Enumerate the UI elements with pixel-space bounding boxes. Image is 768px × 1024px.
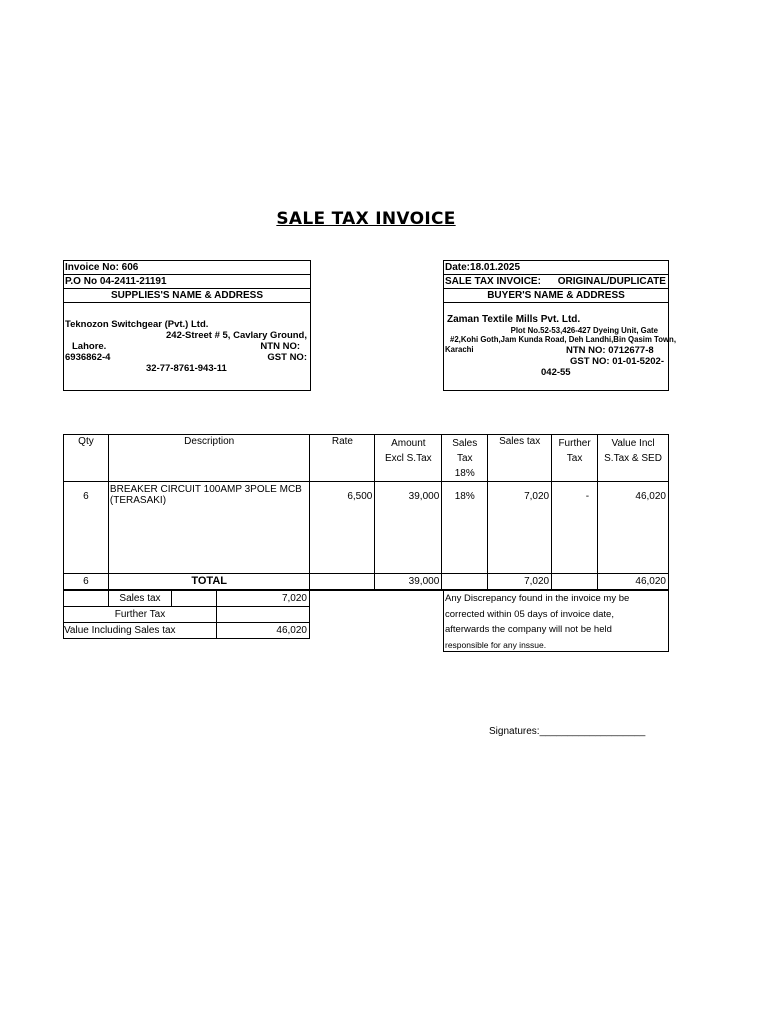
- table-header-row: [64, 435, 669, 482]
- buyer-block: [443, 260, 676, 391]
- supplier-gst-value: 32-77-8761-943-11: [146, 363, 227, 374]
- supplier-name: Teknozon Switchgear (Pvt.) Ltd.: [65, 319, 209, 330]
- buyer-gst: GST NO: 01-01-5202-: [570, 356, 664, 367]
- supplier-address: 242-Street # 5, Cavlary Ground,: [166, 330, 307, 341]
- note-line-2: corrected within 05 days of invoice date,: [445, 608, 614, 620]
- items-table: [63, 434, 669, 591]
- signature-line: Signatures:___________________: [489, 726, 646, 737]
- buyer-address-line-3: Karachi: [445, 345, 474, 354]
- summary-further-tax-value: [217, 607, 310, 623]
- total-sales-tax: 7,020: [488, 574, 552, 590]
- invoice-type: [444, 275, 668, 289]
- buyer-heading: BUYER'S NAME & ADDRESS: [444, 289, 668, 303]
- supplier-ntn-label: NTN NO:: [260, 341, 300, 352]
- item-sales-tax: 7,020: [488, 482, 552, 574]
- invoice-date: Date:18.01.2025: [444, 261, 668, 275]
- item-description: BREAKER CIRCUIT 100AMP 3POLE MCB (TERASAKI): [108, 482, 310, 574]
- total-rate: [310, 574, 375, 590]
- buyer-ntn: NTN NO: 0712677-8: [566, 345, 654, 356]
- supplier-city: Lahore.: [72, 341, 107, 352]
- total-further-tax: [552, 574, 598, 590]
- column-header-qty: Qty: [64, 435, 109, 482]
- discrepancy-note: [443, 590, 669, 652]
- total-tax-rate: [442, 574, 488, 590]
- note-line-1: Any Discrepancy found in the invoice my be: [445, 593, 630, 604]
- item-qty: 6: [64, 482, 109, 574]
- supplier-ntn-value: 6936862-4: [65, 352, 111, 363]
- item-rate: 6,500: [310, 482, 375, 574]
- column-header-further-tax: Further Tax: [552, 435, 598, 482]
- item-amount: 39,000: [375, 482, 442, 574]
- page-title: SALE TAX INVOICE: [276, 209, 456, 229]
- item-value-incl: 46,020: [598, 482, 669, 574]
- total-row: [64, 574, 669, 590]
- summary-row-value-incl: [64, 623, 310, 639]
- column-header-sales-tax: Sales tax: [488, 435, 552, 482]
- supplier-heading: SUPPLIES'S NAME & ADDRESS: [64, 289, 310, 303]
- total-amount: 39,000: [375, 574, 442, 590]
- buyer-address-line-2: #2,Kohi Goth,Jam Kunda Road, Deh Landhi,Bin Qasim Town,: [450, 335, 676, 344]
- item-tax-rate: 18%: [442, 482, 488, 574]
- column-header-sales-tax-rate: Sales Tax 18%: [442, 435, 488, 482]
- column-header-value-incl: Value Incl S.Tax & SED: [598, 435, 669, 482]
- item-further-tax: -: [552, 482, 598, 574]
- note-line-3: afterwards the company will not be held: [445, 624, 612, 635]
- invoice-number: Invoice No: 606: [64, 261, 310, 275]
- summary-value-incl-value: 46,020: [217, 623, 310, 639]
- invoice-type-value: ORIGINAL/DUPLICATE: [557, 276, 666, 287]
- total-label: TOTAL: [108, 574, 310, 590]
- supplier-block: [63, 260, 311, 391]
- note-line-4: responsible for any inssue.: [445, 639, 547, 650]
- total-value-incl: 46,020: [598, 574, 669, 590]
- summary-sales-tax-value: 7,020: [217, 591, 310, 607]
- invoice-type-label: SALE TAX INVOICE:: [445, 276, 541, 287]
- summary-sales-tax-label: Sales tax: [109, 591, 172, 607]
- buyer-address-line-1: Plot No.52-53,426-427 Dyeing Unit, Gate: [510, 326, 658, 335]
- column-header-description: Description: [108, 435, 310, 482]
- buyer-name: Zaman Textile Mills Pvt. Ltd.: [447, 314, 581, 325]
- po-number: P.O No 04-2411-21191: [64, 275, 310, 289]
- summary-table: [63, 590, 310, 639]
- summary-row-further-tax: [64, 607, 310, 623]
- total-qty: 6: [64, 574, 109, 590]
- summary-further-tax-label: Further Tax: [64, 607, 217, 623]
- summary-value-incl-label: Value Including Sales tax: [64, 623, 217, 639]
- supplier-gst-label: GST NO:: [267, 352, 307, 363]
- column-header-rate: Rate: [310, 435, 375, 482]
- summary-row-sales-tax: [64, 591, 310, 607]
- column-header-amount: Amount Excl S.Tax: [375, 435, 442, 482]
- buyer-gst-continued: 042-55: [541, 367, 571, 378]
- table-row: [64, 482, 669, 574]
